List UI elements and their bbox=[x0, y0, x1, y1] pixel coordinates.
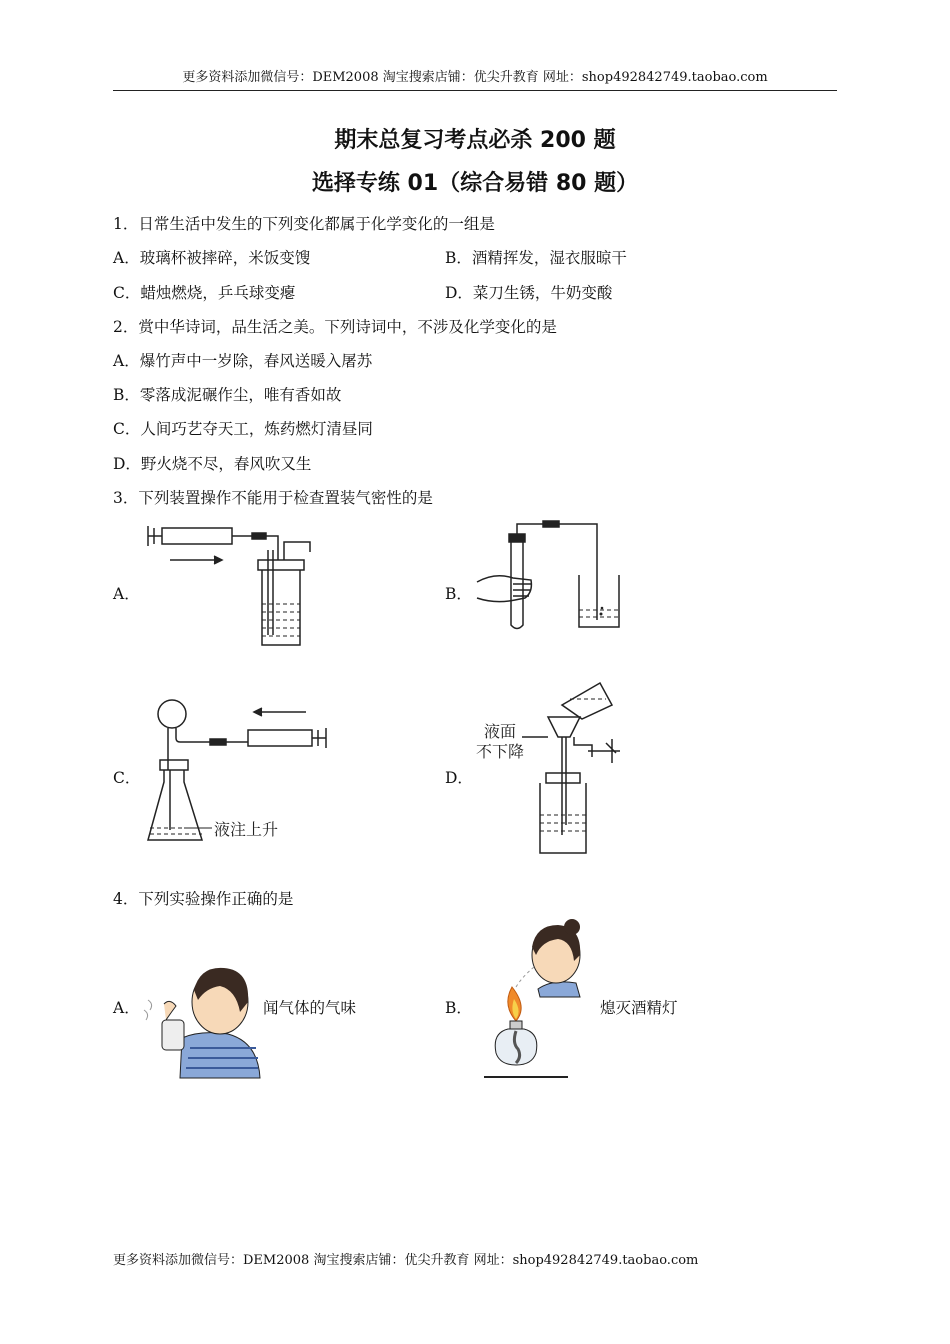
q4-stem: 4．下列实验操作正确的是 bbox=[113, 890, 294, 908]
q1-stem: 1．日常生活中发生的下列变化都属于化学变化的一组是 bbox=[113, 215, 495, 233]
liquid-rise-label: 液注上升 bbox=[214, 820, 279, 839]
syringe-bottle-diagram bbox=[140, 520, 330, 650]
q1-option-a: A．玻璃杯被摔碎，米饭变馊 bbox=[113, 249, 311, 267]
hand-tube-beaker-diagram bbox=[475, 520, 630, 635]
q3-stem: 3．下列装置操作不能用于检查置装气密性的是 bbox=[113, 489, 433, 507]
q1-option-d: D．菜刀生锈，牛奶变酸 bbox=[445, 284, 613, 302]
q4-option-b-label: B． bbox=[445, 999, 472, 1017]
q2-option-a: A．爆竹声中一岁除，春风送暖入屠苏 bbox=[113, 352, 373, 370]
q4-option-a-label: A． bbox=[113, 999, 140, 1017]
q1-option-b: B．酒精挥发，湿衣服晾干 bbox=[445, 249, 627, 267]
page-subtitle: 选择专练 01（综合易错 80 题） bbox=[311, 171, 639, 196]
blowing-lamp-illustration bbox=[482, 915, 594, 1080]
q2-stem: 2．赏中华诗词，品生活之美。下列诗词中，不涉及化学变化的是 bbox=[113, 318, 557, 336]
liquid-level-label-2: 不下降 bbox=[476, 742, 525, 761]
flask-syringe-diagram bbox=[140, 690, 340, 855]
smelling-gas-illustration bbox=[140, 960, 262, 1082]
q2-option-b: B．零落成泥碾作尘，唯有香如故 bbox=[113, 386, 342, 404]
page-header: 更多资料添加微信号：DEM2008 淘宝搜索店铺：优尖升教育 网址：shop492842749.taobao.com bbox=[113, 66, 837, 91]
liquid-level-label-1: 液面 bbox=[484, 722, 517, 741]
page-title: 期末总复习考点必杀 200 题 bbox=[334, 128, 616, 153]
q2-option-d: D．野火烧不尽，春风吹又生 bbox=[113, 455, 312, 473]
q1-option-c: C．蜡烛燃烧，乒乓球变瘪 bbox=[113, 284, 296, 302]
q3-option-d-label: D． bbox=[445, 769, 473, 787]
q3-option-b-label: B． bbox=[445, 585, 472, 603]
q2-option-c: C．人间巧艺夺天工，炼药燃灯清昼同 bbox=[113, 420, 373, 438]
extinguish-lamp-caption: 熄灭酒精灯 bbox=[600, 999, 678, 1017]
funnel-bottle-diagram bbox=[470, 675, 650, 857]
q3-option-c-label: C． bbox=[113, 769, 141, 787]
q3-option-a-label: A． bbox=[113, 585, 140, 603]
smell-gas-caption: 闻气体的气味 bbox=[263, 999, 357, 1017]
page-footer: 更多资料添加微信号：DEM2008 淘宝搜索店铺：优尖升教育 网址：shop492842749.taobao.com bbox=[113, 1253, 699, 1268]
